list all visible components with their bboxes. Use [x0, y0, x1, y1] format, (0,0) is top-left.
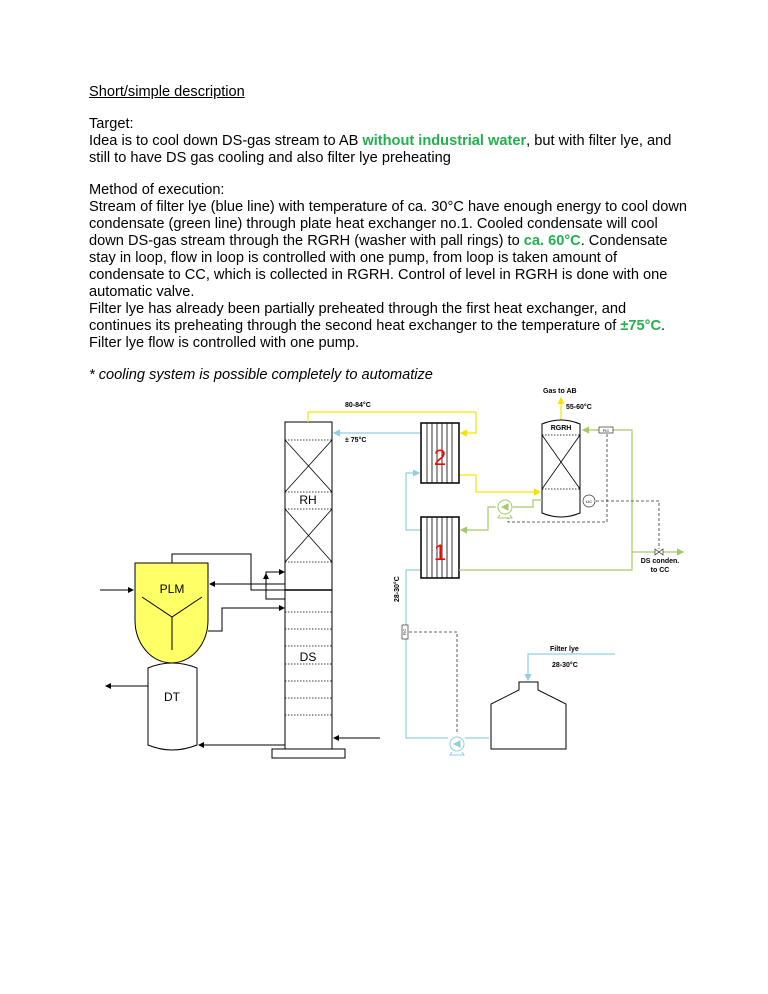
fic-label: FIC — [602, 428, 610, 433]
method-line: condensate to CC, which is collected in RGRH. Control of level in RGRH is done with one — [89, 267, 668, 283]
temp-55-60: 55-60°C — [566, 404, 592, 411]
fic-controller-loop — [599, 427, 613, 433]
note: * cooling system is possible completely to automatize — [89, 367, 433, 383]
heat-exchanger-2 — [421, 423, 459, 483]
page-heading: Short/simple description — [89, 84, 245, 100]
filter-lye-tank — [491, 682, 566, 749]
plm-vessel — [135, 563, 208, 663]
control-valve-icon — [655, 549, 663, 555]
heat-exchanger-1 — [421, 517, 459, 578]
hx2-number: 2 — [433, 445, 447, 470]
text: down DS-gas stream through the RGRH (washer with pall rings) to — [89, 233, 524, 249]
highlight-text: without industrial water — [362, 133, 527, 149]
text: , but with filter lye, and — [526, 133, 672, 149]
rgrh-washer — [542, 420, 580, 517]
method-line: Filter lye has already been partially preheated through the first heat exchanger, and — [89, 301, 627, 317]
highlight-text: ±75°C — [620, 318, 662, 334]
highlight-text: ca. 60°C — [523, 233, 581, 249]
text: Idea is to cool down DS-gas stream to AB — [89, 133, 363, 149]
dt-vessel — [148, 663, 197, 750]
filter-lye-label: Filter lye — [550, 646, 579, 653]
text: . — [661, 318, 666, 334]
text: . Condensate — [580, 233, 668, 249]
temp-75: ± 75°C — [345, 437, 367, 444]
temp-80-84: 80-84°C — [345, 402, 371, 409]
method-line: Filter lye flow is controlled with one pump. — [89, 335, 360, 351]
fic-label: FIC — [402, 628, 407, 636]
target-line-2: still to have DS gas cooling and also filter lye preheating — [89, 150, 451, 166]
text: continues its preheating through the second heat exchanger to the temperature of — [89, 318, 621, 334]
fic-controller-lye — [402, 625, 408, 639]
method-label: Method of execution: — [89, 182, 225, 198]
hx1-number: 1 — [433, 540, 447, 565]
method-line: Stream of filter lye (blue line) with temperature of ca. 30°C have enough energy to cool down — [89, 199, 688, 215]
condensate-pump-icon — [498, 500, 512, 518]
temp-28-30: 28-30°C — [552, 662, 578, 669]
plm-label: PLM — [159, 582, 185, 596]
gas-to-ab-label: Gas to AB — [543, 388, 577, 395]
rgrh-label: RGRH — [550, 425, 572, 432]
target-label: Target: — [89, 116, 134, 132]
temp-28-30-vertical: 28-30°C — [394, 576, 401, 602]
lic-controller — [583, 495, 595, 507]
filter-lye-pump-icon — [450, 737, 464, 755]
method-line: condensate (green line) through plate heat exchanger no.1. Cooled condensate will cool — [89, 216, 658, 232]
ds-conden-label: DS conden. — [640, 558, 680, 565]
rh-label: RH — [299, 493, 317, 507]
ds-conden-label-2: to CC — [650, 567, 670, 574]
method-line: stay in loop, flow in loop is controlled with one pump, from loop is taken amount of — [89, 250, 618, 266]
method-line: automatic valve. — [89, 284, 195, 300]
ds-label: DS — [299, 650, 317, 664]
dt-label: DT — [164, 690, 180, 704]
lic-label: LIC — [585, 499, 593, 504]
